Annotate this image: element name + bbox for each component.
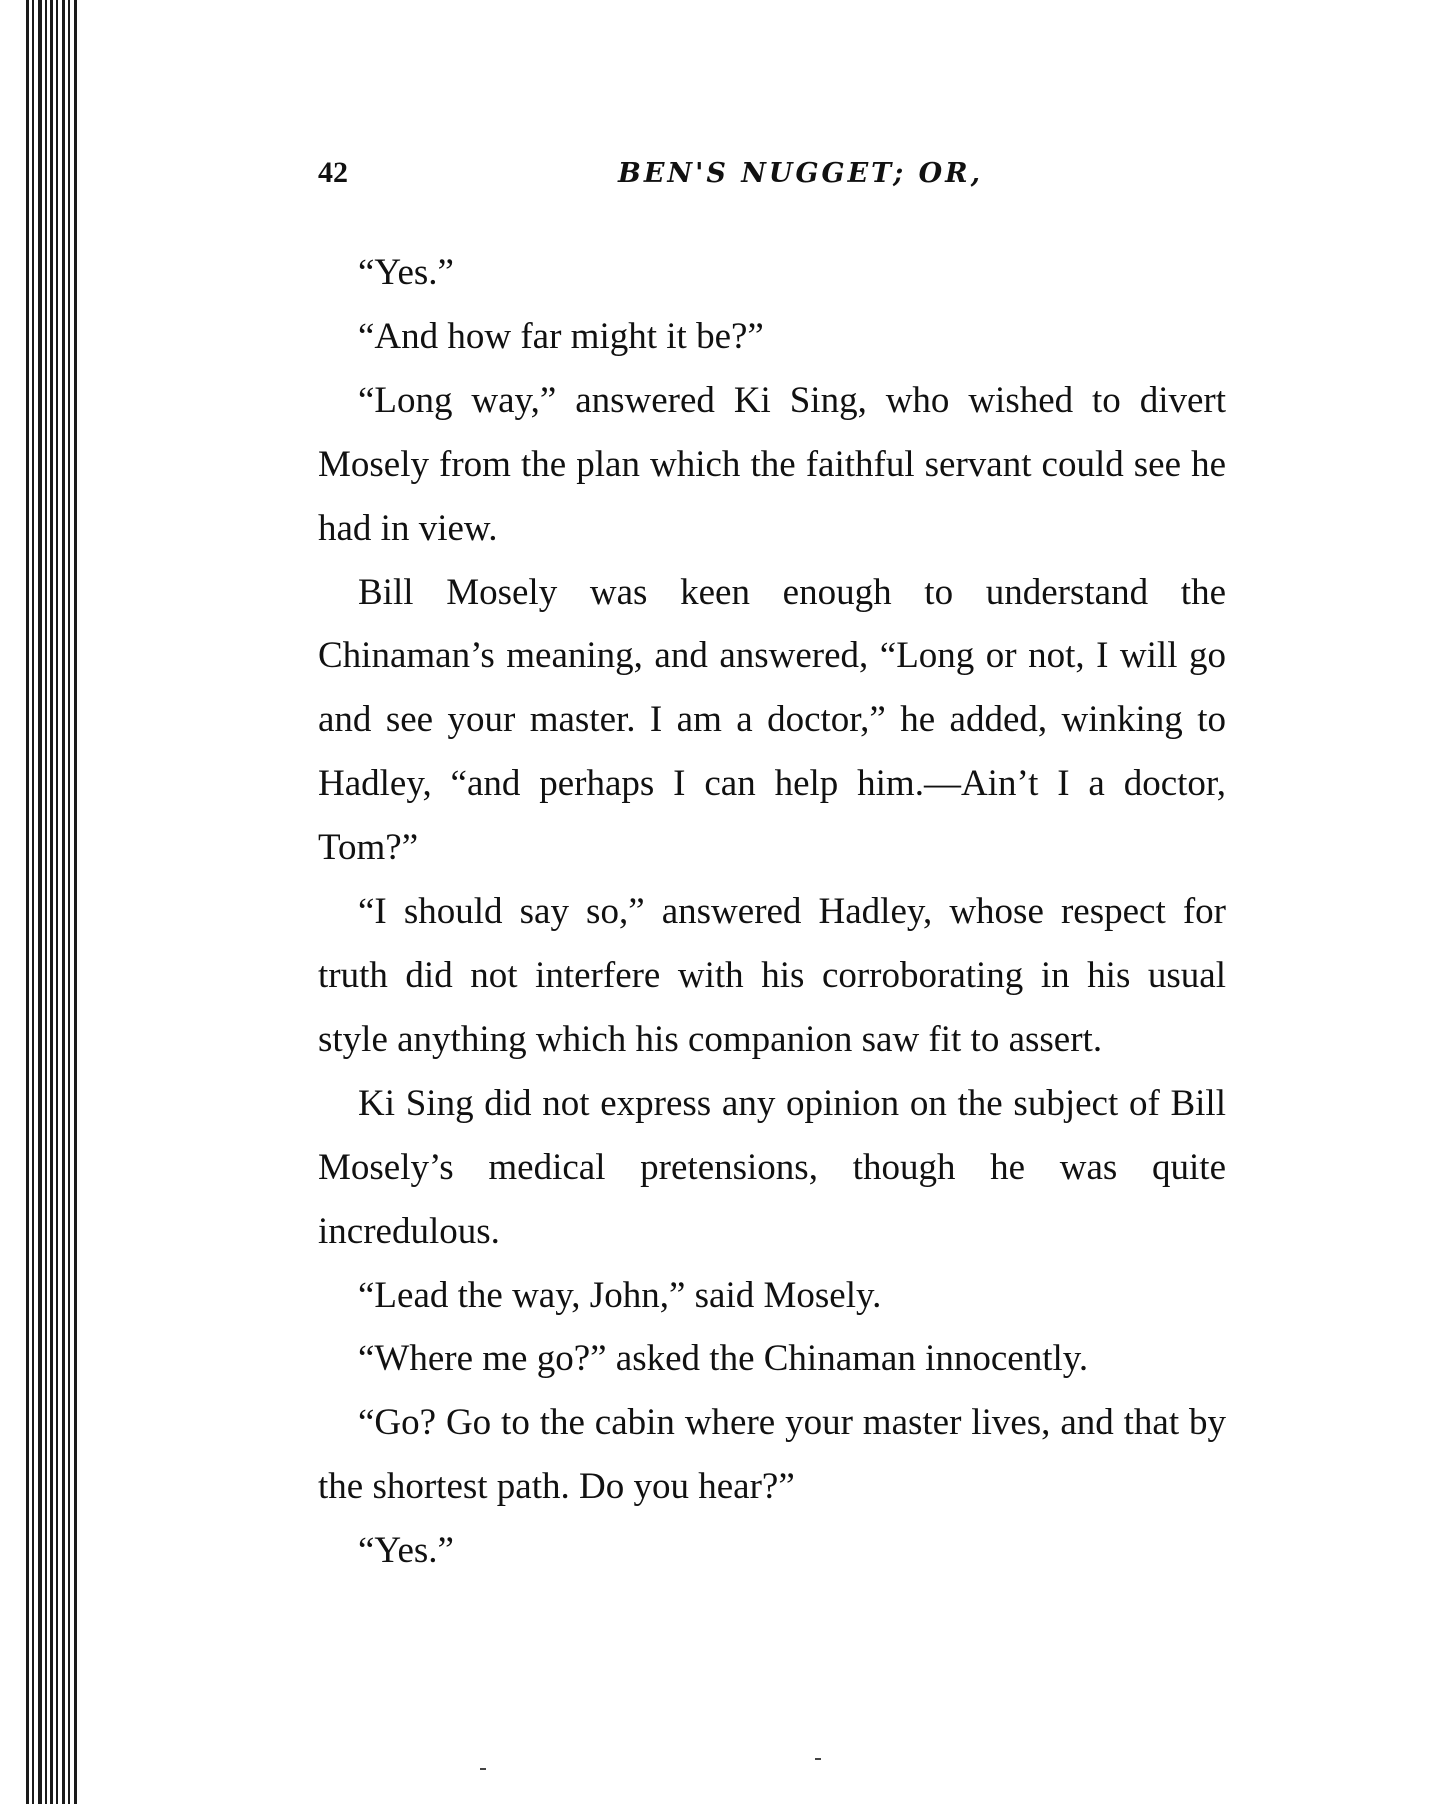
paragraph: Bill Mosely was keen enough to understand the Chinaman’s meaning, and answered, “Long or not, I will go and see your master. I am a doctor,” he added, winking to Hadley, “and perhaps I can help him.—Ain’t I a doctor, Tom?” bbox=[318, 571, 1226, 869]
scan-speck bbox=[480, 1768, 486, 1770]
paragraph: “Lead the way, John,” said Mosely. bbox=[358, 1274, 882, 1316]
paragraph: “I should say so,” answered Hadley, whose respect for truth did not interfere with his corroborating in his usual style anything which his companion saw fit to assert. bbox=[318, 891, 1226, 1060]
paragraph: Ki Sing did not express any opinion on the subject of Bill Mosely’s medical pretensions, though he was quite incredulous. bbox=[318, 1082, 1226, 1252]
page-number: 42 bbox=[318, 156, 348, 189]
page-header bbox=[318, 156, 1226, 196]
paragraph: “Where me go?” asked the Chinaman innocently. bbox=[358, 1338, 1089, 1380]
paragraph: “Long way,” answered Ki Sing, who wished to divert Mosely from the plan which the faithful servant could see he had in view. bbox=[318, 379, 1226, 549]
paragraph: “Go? Go to the cabin where your master lives, and that by the shortest path. Do you hear?” bbox=[318, 1402, 1226, 1508]
paragraph: “Yes.” bbox=[358, 252, 454, 293]
running-title: BEN'S NUGGET; OR, bbox=[618, 158, 984, 189]
binding-gutter bbox=[18, 0, 78, 1804]
scan-speck bbox=[815, 1758, 821, 1760]
body-text bbox=[318, 241, 1226, 1583]
paragraph: “And how far might it be?” bbox=[358, 315, 764, 357]
paragraph: “Yes.” bbox=[358, 1530, 454, 1572]
